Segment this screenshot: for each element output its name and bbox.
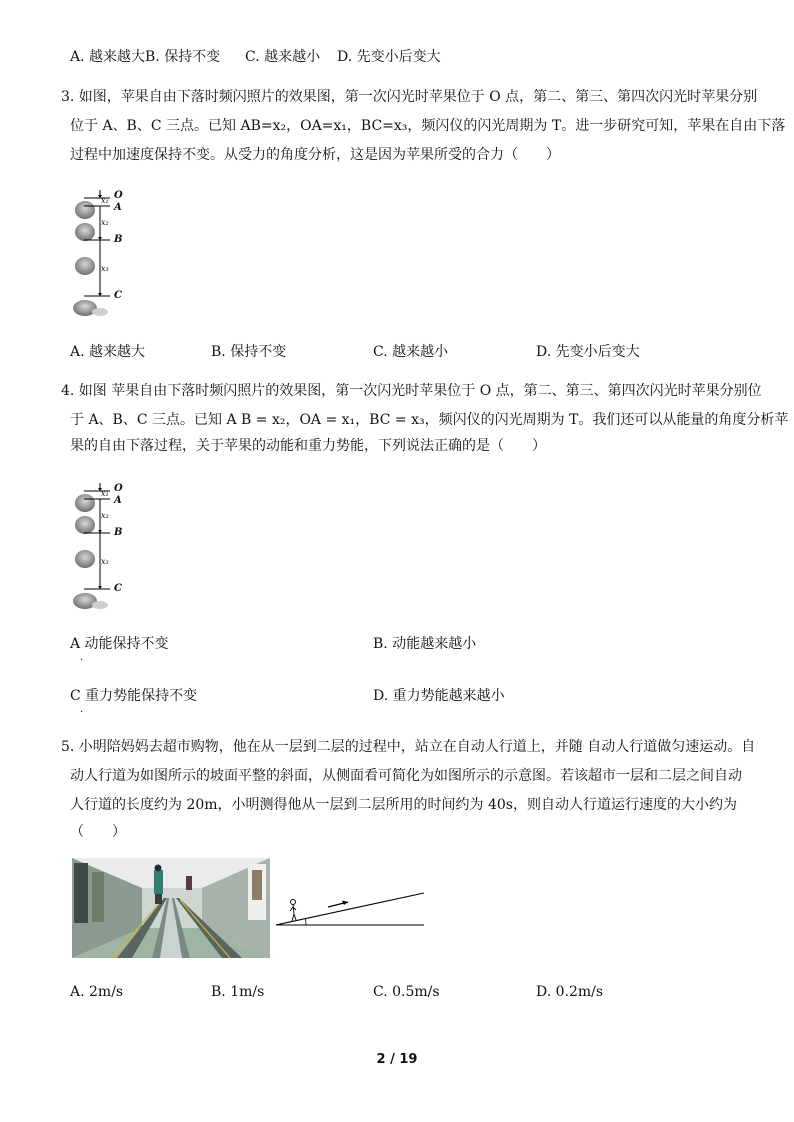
q5-line-2: 动人行道为如图所示的坡面平整的斜面，从侧面看可简化为如图所示的示意图。若该超市一层和二层之间自动: [70, 768, 742, 784]
label-a: A: [114, 202, 122, 213]
option-dot: ·: [80, 707, 84, 718]
label-x1: x₁: [101, 196, 109, 205]
incline-diagram: [276, 888, 426, 932]
q5-option-c: C. 0.5m/s: [373, 984, 440, 1000]
q3-line-3: 过程中加速度保持不变。从受力的角度分析，这是因为苹果所受的合力（ ）: [70, 147, 560, 163]
q5-option-d: D. 0.2m/s: [536, 984, 604, 1000]
q4-line-3: 果的自由下落过程，关于苹果的动能和重力势能，下列说法正确的是（ ）: [70, 438, 546, 454]
q3-option-a: A. 越来越大: [70, 344, 146, 360]
label-x3: x₃: [101, 557, 109, 566]
q5-option-b: B. 1m/s: [211, 984, 265, 1000]
label-c: C: [114, 290, 122, 301]
q4-line-2: 于 A、B、C 三点。已知 A B = x₂，OA = x₁，BC = x₃，频闪仪的闪光周期为 T。我们还可以从能量的角度分析苹: [70, 412, 789, 428]
q3-option-c: C. 越来越小: [373, 344, 449, 360]
label-x2: x₂: [101, 511, 109, 520]
q3-line-2: 位于 A、B、C 三点。已知 AB=x₂，OA=x₁，BC=x₃，频闪仪的闪光周期为 T。进一步研究可知，苹果在自由下落: [70, 118, 786, 134]
q4-option-b: B. 动能越来越小: [373, 636, 477, 652]
q3-option-b: B. 保持不变: [211, 344, 287, 360]
q3-apple-figure: [70, 188, 130, 323]
q3-option-d: D. 先变小后变大: [536, 344, 640, 360]
q4-option-d: D. 重力势能越来越小: [373, 688, 505, 704]
option-dot: ·: [80, 655, 84, 666]
label-x2: x₂: [101, 218, 109, 227]
label-b: B: [114, 527, 123, 538]
q2-option-c: C. 越来越小: [245, 49, 321, 65]
q5-line-4: （ ）: [70, 824, 126, 840]
page-number: 2 / 19: [376, 1052, 418, 1067]
label-b: B: [114, 234, 123, 245]
q5-line-1: 5. 小明陪妈妈去超市购物，他在从一层到二层的过程中，站立在自动人行道上，并随 自动人行道做匀速运动。自: [61, 739, 756, 755]
label-a: A: [114, 495, 122, 506]
q2-option-d: D. 先变小后变大: [337, 49, 441, 65]
label-o: O: [114, 190, 123, 201]
q2-option-a-b: A. 越来越大B. 保持不变: [70, 49, 221, 65]
q4-option-c: C 重力势能保持不变: [70, 688, 198, 704]
q5-option-a: A. 2m/s: [70, 984, 124, 1000]
q4-apple-figure: [70, 481, 130, 616]
q3-line-1: 3. 如图，苹果自由下落时频闪照片的效果图，第一次闪光时苹果位于 O 点，第二、第三、第四次闪光时苹果分别: [61, 89, 758, 105]
moving-walkway-photo: [72, 858, 270, 958]
label-c: C: [114, 583, 122, 594]
q4-line-1: 4. 如图 苹果自由下落时频闪照片的效果图，第一次闪光时苹果位于 O 点，第二、第三、第四次闪光时苹果分别位: [61, 383, 762, 399]
label-x3: x₃: [101, 264, 109, 273]
q4-option-a: A 动能保持不变: [70, 636, 169, 652]
q5-line-3: 人行道的长度约为 20m，小明测得他从一层到二层所用的时间约为 40s，则自动人行道运行速度的大小约为: [70, 797, 737, 813]
label-o: O: [114, 483, 123, 494]
label-x1: x₁: [101, 489, 109, 498]
